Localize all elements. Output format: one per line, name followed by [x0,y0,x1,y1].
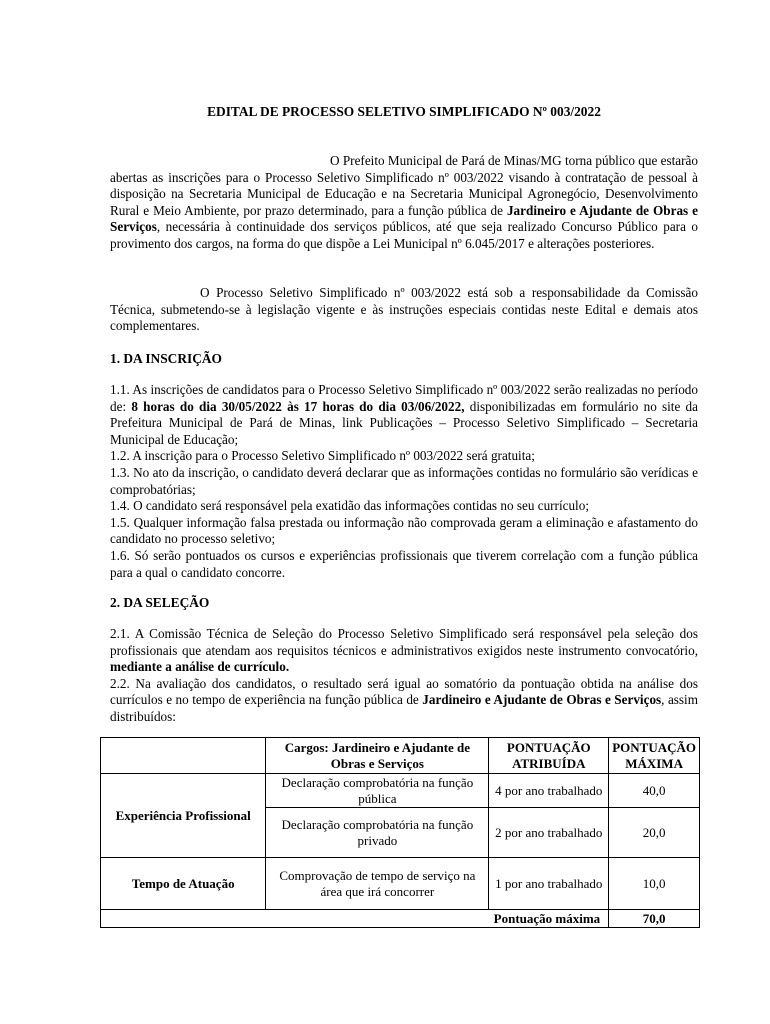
table-header-row [101,738,700,774]
category-tempo: Tempo de Atuação [101,858,266,910]
section-1-body [110,382,698,581]
document-title: EDITAL DE PROCESSO SELETIVO SIMPLIFICADO Nº 003/2022 [207,104,601,119]
item-1-4: 1.4. O candidato será responsável pela exatidão das informações contidas no seu currículo; [110,498,589,514]
item-2-2 [110,676,698,726]
header-cell-cargos: Cargos: Jardineiro e Ajudante de Obras e Serviços [266,738,489,774]
item-2-1-bold: mediante a análise de currículo. [110,659,290,675]
item-1-2: 1.2. A inscrição para o Processo Seletivo Simplificado nº 003/2022 será gratuita; [110,448,535,464]
item-2-2-bold: Jardineiro e Ajudante de Obras e Serviços [422,692,662,708]
score-table [100,737,700,928]
header-cell-pontuacao-atribuida: PONTUAÇÃO ATRIBUÍDA [489,738,609,774]
row-1-points: 4 por ano trabalhado [489,774,609,808]
section-1-heading: 1. DA INSCRIÇÃO [110,351,222,366]
row-3-max: 10,0 [609,858,700,910]
intro-paragraph-1 [110,153,698,253]
item-2-1-text-a: 2.1. A Comissão Técnica de Seleção do Processo Seletivo Simplificado será responsável pela seleção dos profissionais que atendam aos requisitos técnicos e administrativos exigidos neste instrumento convocatório, [110,626,698,658]
intro-p1-bold: Jardineiro e Ajudante de Obras e Serviços [110,202,698,235]
category-experiencia: Experiência Profissional [101,774,266,858]
row-2-points: 2 por ano trabalhado [489,808,609,858]
intro-paragraph-2 [110,285,698,335]
total-label: Pontuação máxima [101,910,609,928]
row-2-criterion: Declaração comprobatória na função privado [266,808,489,858]
section-2-heading: 2. DA SELEÇÃO [110,595,210,610]
table-total-row [101,910,700,928]
intro-p1-text-a: O Prefeito Municipal de Pará de Minas/MG torna público que estarão abertas as inscrições para o Processo Seletivo Simplificado nº 003/2022 visando à contratação de pessoal à disposição na Secretaria Municipal de Educação e na Secretaria Municipal Agronegócio, Desenvolvimento Rural e Meio Ambiente, por prazo determinado, para a função pública de [110,153,698,218]
item-1-1-text-a: 1.1. As inscrições de candidatos para o Processo Seletivo Simplificado nº 003/2022 serão realizadas no período de: [110,382,698,414]
row-1-criterion: Declaração comprobatória na função pública [266,774,489,808]
row-3-points: 1 por ano trabalhado [489,858,609,910]
table-row [101,774,700,808]
item-2-2-text-a: 2.2. Na avaliação dos candidatos, o resultado será igual ao somatório da pontuação obtida na análise dos currículos e no tempo de experiência na função pública de [110,675,698,708]
header-cell-empty [101,738,266,774]
item-1-3: 1.3. No ato da inscrição, o candidato deverá declarar que as informações contidas no formulário são verídicas e comprobatórias; [110,464,698,497]
total-value: 70,0 [609,910,700,928]
item-2-1 [110,626,698,676]
table-row [101,858,700,910]
item-1-1-bold: 8 horas do dia 30/05/2022 às 17 horas do dia 03/06/2022, [131,398,465,414]
row-2-max: 20,0 [609,808,700,858]
intro-p1-text-b: , necessária à continuidade dos serviços públicos, até que seja realizado Concurso Público para o provimento dos cargos, na forma do que dispõe a Lei Municipal nº 6.045/2017 e alterações posteriores. [110,219,698,251]
item-1-1-text-b: disponibilizadas em formulário no site da Prefeitura Municipal de Pará de Minas, link Publicações – Processo Seletivo Simplificado – Secretaria Municipal de Educação; [110,398,698,447]
item-1-5: 1.5. Qualquer informação falsa prestada ou informação não comprovada geram a eliminação e afastamento do candidato no processo seletivo; [110,514,698,547]
item-1-6: 1.6. Só serão pontuados os cursos e experiências profissionais que tiverem correlação com a função pública para a qual o candidato concorre. [110,547,698,580]
header-cell-pontuacao-maxima: PONTUAÇÃO MÁXIMA [609,738,700,774]
section-2-body [110,626,698,726]
item-1-1 [110,382,698,448]
intro-p2-text: O Processo Seletivo Simplificado nº 003/2022 está sob a responsabilidade da Comissão Técnica, submetendo-se à legislação vigente e às instruções especiais contidas neste Edital e demais atos complementares. [110,285,698,334]
item-2-2-text-b: , assim distribuídos: [110,692,698,724]
row-3-criterion: Comprovação de tempo de serviço na área que irá concorrer [266,858,489,910]
row-1-max: 40,0 [609,774,700,808]
